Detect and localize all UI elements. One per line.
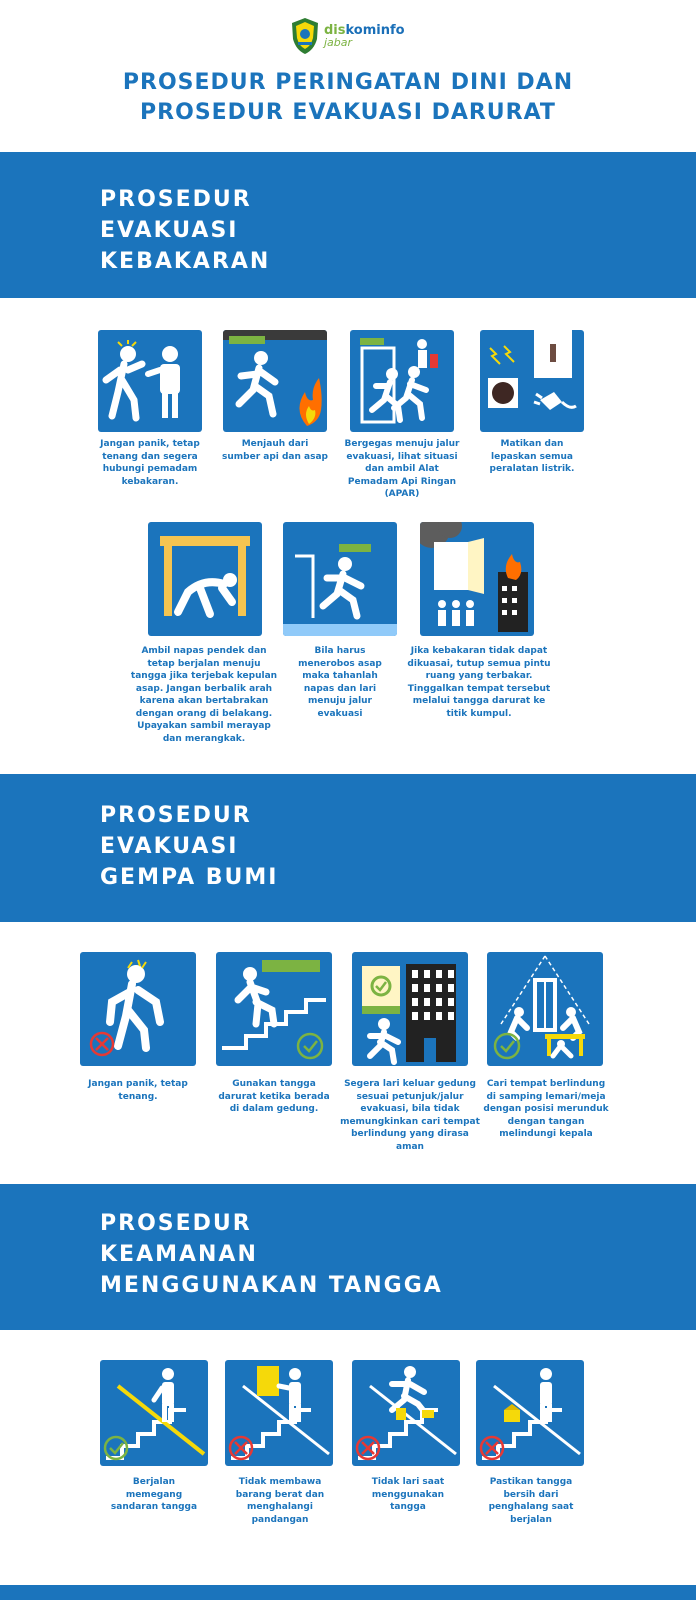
stairs-caption-1: Berjalan memegang sandaran tangga bbox=[110, 1477, 198, 1512]
section-earthquake-title-line-3: GEMPA BUMI bbox=[100, 865, 279, 890]
shelter-beside-furniture-icon bbox=[487, 952, 603, 1066]
fire-caption-3: Bergegas menuju jalur evakuasi, lihat situasi dan ambil Alat Pemadam Api Ringan (APAR) bbox=[344, 439, 460, 499]
earthquake-caption-1: Jangan panik, tetap tenang. bbox=[88, 1079, 188, 1102]
hold-handrail-icon bbox=[100, 1360, 208, 1466]
section-fire-title bbox=[100, 184, 270, 277]
earthquake-caption-3: Segera lari keluar gedung sesuai petunjuk/jalur evakuasi, bila tidak memungkinkan cari tempat berlindung yang dirasa aman bbox=[340, 1079, 480, 1152]
earthquake-caption-4: Cari tempat berlindung di samping lemari/meja dengan posisi merunduk dengan tangan melindungi kepala bbox=[483, 1079, 609, 1139]
page-title-line-2: PROSEDUR EVAKUASI DARURAT bbox=[140, 100, 556, 125]
evacuation-route-icon bbox=[350, 330, 454, 432]
fire-caption-5: Ambil napas pendek dan tetap berjalan menuju tangga jika terjebak kepulan asap. Jangan berbalik arah karena akan bertabrakan dengan orang di belakang. Upayakan sambil merayap dan merangkak. bbox=[130, 646, 278, 744]
stairs-caption-2: Tidak membawa barang berat dan menghalangi pandangan bbox=[235, 1477, 325, 1525]
panic-earthquake-icon bbox=[80, 952, 196, 1066]
emergency-stairs-icon bbox=[216, 952, 332, 1066]
clear-stairs-icon bbox=[476, 1360, 584, 1466]
page-title-line-1: PROSEDUR PERINGATAN DINI DAN bbox=[122, 70, 574, 95]
fire-caption-2: Menjauh dari sumber api dan asap bbox=[222, 439, 328, 462]
section-stairs-title-line-2: KEAMANAN bbox=[100, 1242, 258, 1267]
logo-word-jabar: jabar bbox=[324, 36, 353, 49]
diskominfo-logo bbox=[290, 16, 405, 56]
fire-caption-6: Bila harus menerobos asap maka tahanlah napas dan lari menuju jalur evakuasi bbox=[298, 646, 382, 719]
section-stairs-band bbox=[0, 1184, 696, 1330]
run-through-smoke-icon bbox=[283, 522, 397, 636]
footer-band bbox=[0, 1585, 696, 1600]
fire-caption-4: Matikan dan lepaskan semua peralatan listrik. bbox=[489, 439, 575, 474]
logo-word-dis: dis bbox=[324, 23, 346, 38]
no-heavy-load-icon bbox=[225, 1360, 333, 1466]
crawl-under-smoke-icon bbox=[148, 522, 262, 636]
section-stairs-title-line-3: MENGGUNAKAN TANGGA bbox=[100, 1273, 443, 1298]
close-doors-building-icon bbox=[420, 522, 534, 636]
unplug-electric-icon bbox=[480, 330, 584, 432]
section-earthquake-title-line-1: PROSEDUR bbox=[100, 803, 252, 828]
stairs-caption-4: Pastikan tangga bersih dari penghalang saat berjalan bbox=[488, 1477, 574, 1525]
page-title bbox=[0, 68, 696, 128]
stairs-caption-3: Tidak lari saat menggunakan tangga bbox=[371, 1477, 445, 1512]
section-earthquake-title bbox=[100, 800, 278, 893]
logo-word-kominfo: kominfo bbox=[345, 23, 405, 38]
section-stairs-title bbox=[100, 1208, 443, 1301]
page-header bbox=[0, 0, 696, 152]
section-fire-title-line-2: EVAKUASI bbox=[100, 218, 239, 243]
exit-building-icon bbox=[352, 952, 468, 1066]
section-fire-title-line-1: PROSEDUR bbox=[100, 187, 252, 212]
section-fire-band bbox=[0, 152, 696, 298]
section-fire-title-line-3: KEBAKARAN bbox=[100, 249, 271, 274]
west-java-crest-icon bbox=[290, 17, 320, 55]
earthquake-caption-2: Gunakan tangga darurat ketika berada di dalam gedung. bbox=[218, 1079, 330, 1114]
section-stairs-title-line-1: PROSEDUR bbox=[100, 1211, 252, 1236]
fire-caption-7: Jika kebakaran tidak dapat dikuasai, tutup semua pintu ruang yang terbakar. Tinggalkan tempat tersebut melalui tangga darurat ke titik kumpul. bbox=[407, 646, 551, 719]
section-earthquake-band bbox=[0, 774, 696, 922]
run-from-fire-icon bbox=[223, 330, 327, 432]
fire-caption-1: Jangan panik, tetap tenang dan segera hubungi pemadam kebakaran. bbox=[100, 439, 200, 487]
section-earthquake-title-line-2: EVAKUASI bbox=[100, 834, 239, 859]
no-running-stairs-icon bbox=[352, 1360, 460, 1466]
panic-person-icon bbox=[98, 330, 202, 432]
